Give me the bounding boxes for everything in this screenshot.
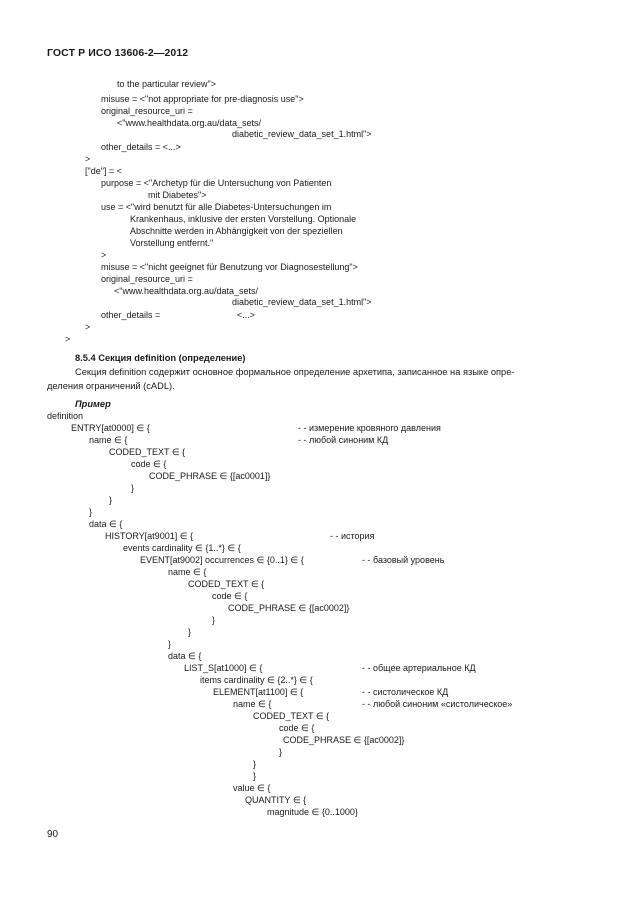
code-line: name ∈ { bbox=[89, 435, 128, 445]
code-line: Vorstellung entfernt." bbox=[130, 238, 214, 248]
code-line: use = <"wird benutzt für alle Diabetes-Untersuchungen im bbox=[101, 202, 332, 212]
code-line: Abschnitte werden in Abhängigkeit von der speziellen bbox=[130, 226, 343, 236]
code-line: } bbox=[188, 627, 192, 637]
code-line: CODED_TEXT ∈ { bbox=[188, 579, 265, 589]
code-line: diabetic_review_data_set_1.html"> bbox=[232, 129, 372, 139]
code-line: LIST_S[at1000] ∈ { bbox=[184, 663, 263, 673]
code-line: code ∈ { bbox=[131, 459, 167, 469]
code-line: <"www.healthdata.org.au/data_sets/ bbox=[117, 118, 262, 128]
code-line: QUANTITY ∈ { bbox=[245, 795, 307, 805]
code-line: data ∈ { bbox=[168, 651, 202, 661]
code-line: CODE_PHRASE ∈ {[ac0001]} bbox=[149, 471, 271, 481]
code-line: events cardinality ∈ {1..*} ∈ { bbox=[123, 543, 241, 553]
code-line: } bbox=[279, 747, 283, 757]
code-line: original_resource_uri = bbox=[101, 106, 193, 116]
code-line: EVENT[at9002] occurrences ∈ {0..1} ∈ { bbox=[140, 555, 304, 565]
code-line: original_resource_uri = bbox=[101, 274, 193, 284]
code-line: other_details = bbox=[101, 310, 161, 320]
code-line: } bbox=[89, 507, 93, 517]
code-line: Krankenhaus, inklusive der ersten Vorstellung. Optionale bbox=[130, 214, 357, 224]
section-heading: 8.5.4 Секция definition (определение) bbox=[75, 353, 246, 363]
code-comment: - - любой синоним «систолическое» bbox=[362, 699, 513, 709]
code-line: > bbox=[85, 322, 91, 332]
code-line: HISTORY[at9001] ∈ { bbox=[105, 531, 194, 541]
code-line: } bbox=[253, 771, 257, 781]
code-line: other_details = <...> bbox=[101, 142, 181, 152]
code-line: > bbox=[85, 154, 91, 164]
code-line: > bbox=[65, 334, 71, 344]
code-line: magnitude ∈ {0..1000} bbox=[267, 807, 358, 817]
code-line: > bbox=[101, 250, 107, 260]
standard-header: ГОСТ Р ИСО 13606-2—2012 bbox=[47, 47, 189, 59]
code-line: items cardinality ∈ {2..*} ∈ { bbox=[200, 675, 313, 685]
code-line: value ∈ { bbox=[233, 783, 271, 793]
code-line: misuse = <"nicht geeignet für Benutzung vor Diagnosestellung"> bbox=[101, 262, 358, 272]
code-line: } bbox=[131, 483, 135, 493]
code-line: code ∈ { bbox=[212, 591, 248, 601]
code-line: } bbox=[168, 639, 172, 649]
code-line: <"www.healthdata.org.au/data_sets/ bbox=[114, 286, 259, 296]
code-line: CODE_PHRASE ∈ {[ac0002]} bbox=[228, 603, 350, 613]
code-line: mit Diabetes"> bbox=[148, 190, 207, 200]
code-comment: - - базовый уровень bbox=[362, 555, 445, 565]
code-comment: - - общее артериальное КД bbox=[362, 663, 476, 673]
code-comment: - - систолическое КД bbox=[362, 687, 449, 697]
code-line: code ∈ { bbox=[279, 723, 315, 733]
code-line: misuse = <"not appropriate for pre-diagnosis use"> bbox=[101, 94, 304, 104]
code-line: CODE_PHRASE ∈ {[ac0002]} bbox=[283, 735, 405, 745]
code-line: ELEMENT[at1100] ∈ { bbox=[213, 687, 304, 697]
code-line: name ∈ { bbox=[168, 567, 207, 577]
code-line: CODED_TEXT ∈ { bbox=[109, 447, 186, 457]
code-line: <...> bbox=[237, 310, 256, 320]
code-line: CODED_TEXT ∈ { bbox=[253, 711, 330, 721]
page-number: 90 bbox=[47, 829, 59, 840]
code-comment: - - любой синоним КД bbox=[298, 435, 389, 445]
code-line: diabetic_review_data_set_1.html"> bbox=[232, 297, 372, 307]
code-line: purpose = <"Archetyp für die Untersuchung von Patienten bbox=[101, 178, 332, 188]
code-comment: - - история bbox=[330, 531, 375, 541]
code-line: ENTRY[at0000] ∈ { bbox=[71, 423, 150, 433]
code-comment: - - измерение кровяного давления bbox=[298, 423, 441, 433]
code-line: name ∈ { bbox=[233, 699, 272, 709]
section-paragraph-line: деления ограничений (cADL). bbox=[47, 381, 175, 391]
code-line: data ∈ { bbox=[89, 519, 123, 529]
code-line: } bbox=[253, 759, 257, 769]
section-paragraph-line: Секция definition содержит основное формальное определение архетипа, записанное на языке опре- bbox=[75, 367, 515, 377]
code-line: } bbox=[212, 615, 216, 625]
code-line: definition bbox=[47, 411, 84, 421]
code-line: ["de"] = < bbox=[85, 166, 122, 176]
example-label: Пример bbox=[75, 399, 111, 409]
code-line: to the particular review"> bbox=[117, 79, 216, 89]
code-line: } bbox=[109, 495, 113, 505]
